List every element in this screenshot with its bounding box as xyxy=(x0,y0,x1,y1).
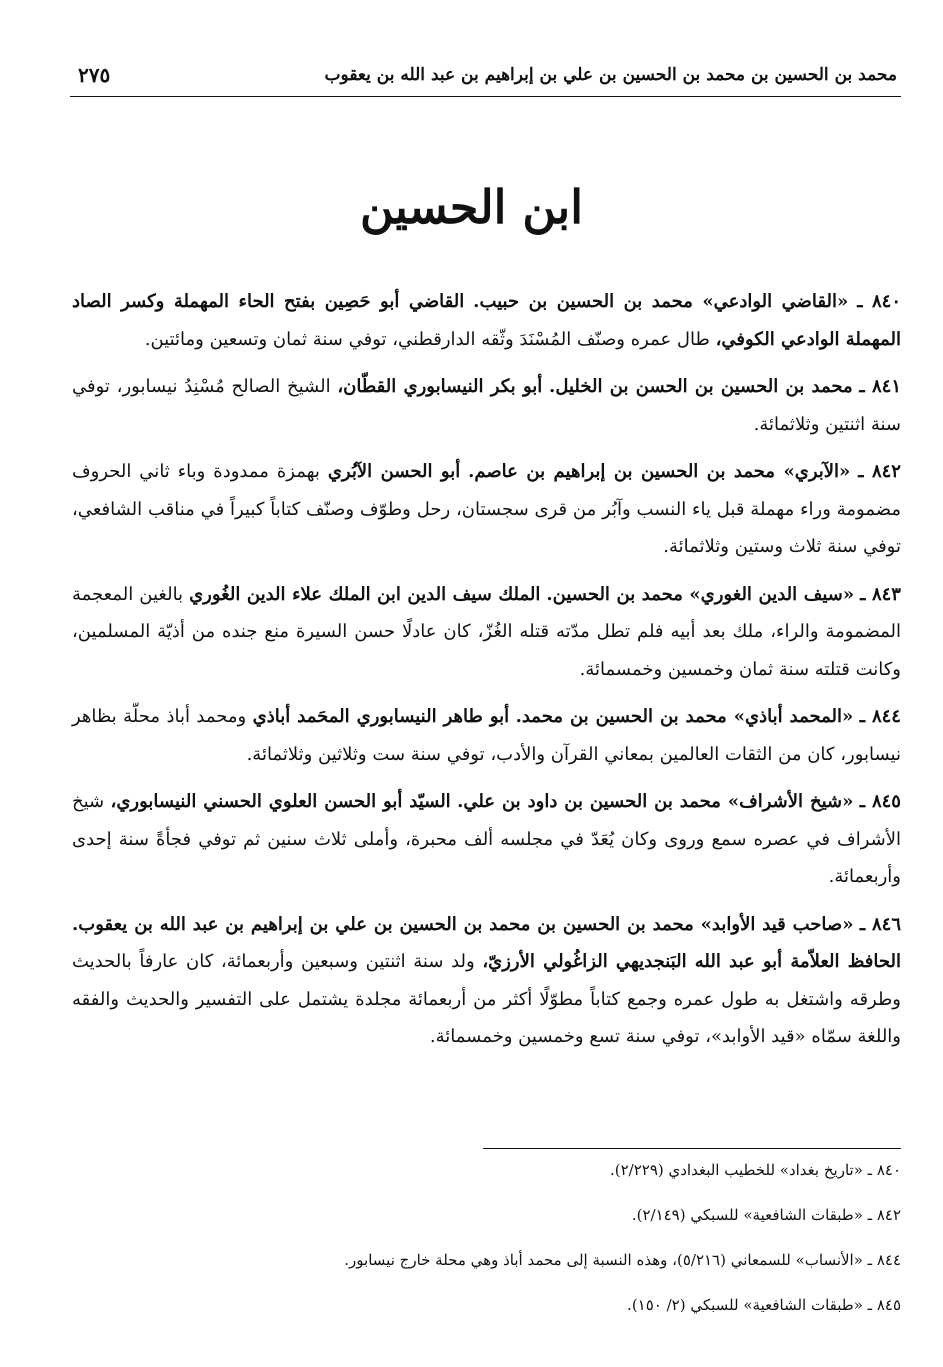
entry-841 xyxy=(72,368,901,443)
footnote-840: ٨٤٠ ـ «تاريخ بغداد» للخطيب البغدادي (٢/٢٢٩). xyxy=(609,1161,901,1179)
entry-subject: الحافظ العلاّمة أبو عبد الله البَنجديهي الزاغُولي الأرزيّ، xyxy=(482,951,901,972)
entry-heading: «المحمد أباذي» محمد بن الحسين بن محمد. xyxy=(515,706,854,727)
entry-number: ٨٤٢ ـ xyxy=(858,461,901,482)
entry-heading: «القاضي الوادعي» محمد بن الحسين بن حبيب. xyxy=(473,291,849,312)
entry-845 xyxy=(72,783,901,896)
entry-heading: محمد بن الحسين بن الحسن بن الخليل. xyxy=(549,376,853,397)
header-rule xyxy=(70,96,901,97)
footnote-842: ٨٤٢ ـ «طبقات الشافعية» للسبكي (٢/١٤٩). xyxy=(631,1206,901,1224)
entry-842 xyxy=(72,453,901,566)
entry-number: ٨٤١ ـ xyxy=(859,376,901,397)
footnote-844: ٨٤٤ ـ «الأنساب» للسمعاني (٥/٢١٦)، وهذه النسبة إلى محمد أباذ وهي محلة خارج نيسابور. xyxy=(344,1251,901,1269)
entry-text: طال عمره وصنّف المُسْنَدَ وثّقه الدارقطني، توفي سنة ثمان وتسعين ومائتين. xyxy=(144,328,710,350)
entry-heading: «شيخ الأشراف» محمد بن الحسين بن داود بن علي. xyxy=(457,791,854,812)
entry-number: ٨٤٠ ـ xyxy=(857,291,901,312)
entry-text: ولد سنة اثنتين وسبعين وأربعمائة، كان عارفاً بالحديث وطرقه واشتغل به طول عمره وجمع كتاباً مطوّلًا أكثر من أربعمائة مجلدة يشتمل على التفسير والحديث والفقه واللغة سمّاه «قيد الأوابد»، توفي سنة تسع وخمسين وخمسمائة. xyxy=(72,951,901,1047)
entry-subject: أبو بكر النيسابوري القطّان، xyxy=(337,376,543,397)
entry-text: بهمزة ممدودة وباء ثاني الحروف مضمومة وراء مهملة قبل ياء النسب وآبُر من قرى سجستان، رحل وطوّف وصنّف كتاباً كبيراً في مناقب الشافعي، توفي سنة ثلاث وستين وثلاثمائة. xyxy=(72,461,901,557)
entry-844 xyxy=(72,698,901,773)
footnotes xyxy=(72,1160,901,1340)
footnote-845: ٨٤٥ ـ «طبقات الشافعية» للسبكي (٢/ ١٥٠). xyxy=(627,1296,901,1314)
page-number: ٢٧٥ xyxy=(78,63,111,87)
entry-subject: القاضي أبو حَصِين بفتح الحاء المهملة وكسر الصاد المهملة الوادعي الكوفي، xyxy=(72,291,901,350)
entry-840 xyxy=(72,283,901,358)
entry-subject: السيّد أبو الحسن العلوي الحسني النيسابوري، xyxy=(110,791,451,812)
entry-subject: الملك سيف الدين ابن الملك علاء الدين الغُوري xyxy=(189,583,541,605)
entry-text: شيخ الأشراف في عصره سمع وروى وكان يُعَدّ في مجلسه ألف محبرة، وأملى ثلاث سنين ثم توفي فجأةً سنة إحدى وأربعمائة. xyxy=(72,791,901,887)
entry-text: الشيخ الصالح مُسْنِدُ نيسابور، توفي سنة اثنتين وثلاثمائة. xyxy=(72,376,901,435)
entry-number: ٨٤٣ ـ xyxy=(860,583,901,605)
footnote-rule xyxy=(483,1148,901,1149)
entry-text: ومحمد أباذ محلّة بظاهر نيسابور، كان من الثقات العالمين بمعاني القرآن والأدب، توفي سنة ست وثلاثين وثلاثمائة. xyxy=(72,706,901,765)
entry-text: بالغين المعجمة المضمومة والراء، ملك بعد أبيه فلم تطل مدّته قتله الغُزّ، كان عادلًا حسن السيرة منع جنده من أذيّة المسلمين، وكانت قتلته سنة ثمان وخمسين وخمسمائة. xyxy=(72,583,901,680)
entry-number: ٨٤٦ ـ xyxy=(859,913,901,935)
entry-heading: «الآبري» محمد بن الحسين بن إبراهيم بن عاصم. xyxy=(468,461,851,482)
running-header xyxy=(78,58,897,92)
entry-subject: أبو الحسن الآبُري xyxy=(327,461,461,482)
entry-843 xyxy=(72,576,901,689)
running-title: محمد بن الحسين بن محمد بن الحسين بن علي بن إبراهيم بن عبد الله بن يعقوب xyxy=(324,65,897,85)
entry-heading: «سيف الدين الغوري» محمد بن الحسين. xyxy=(546,583,855,605)
entry-number: ٨٤٥ ـ xyxy=(859,791,901,812)
entry-subject: أبو طاهر النيسابوري المحَمد أباذي xyxy=(252,706,510,727)
entry-heading: «صاحب قيد الأوابد» محمد بن الحسين بن محمد بن الحسين بن علي بن إبراهيم بن عبد الله بن يعقوب. xyxy=(72,913,854,935)
entry-number: ٨٤٤ ـ xyxy=(859,706,901,727)
entry-846 xyxy=(72,906,901,1056)
section-title: ابن الحسين xyxy=(359,180,584,234)
entries-list xyxy=(72,283,901,1066)
